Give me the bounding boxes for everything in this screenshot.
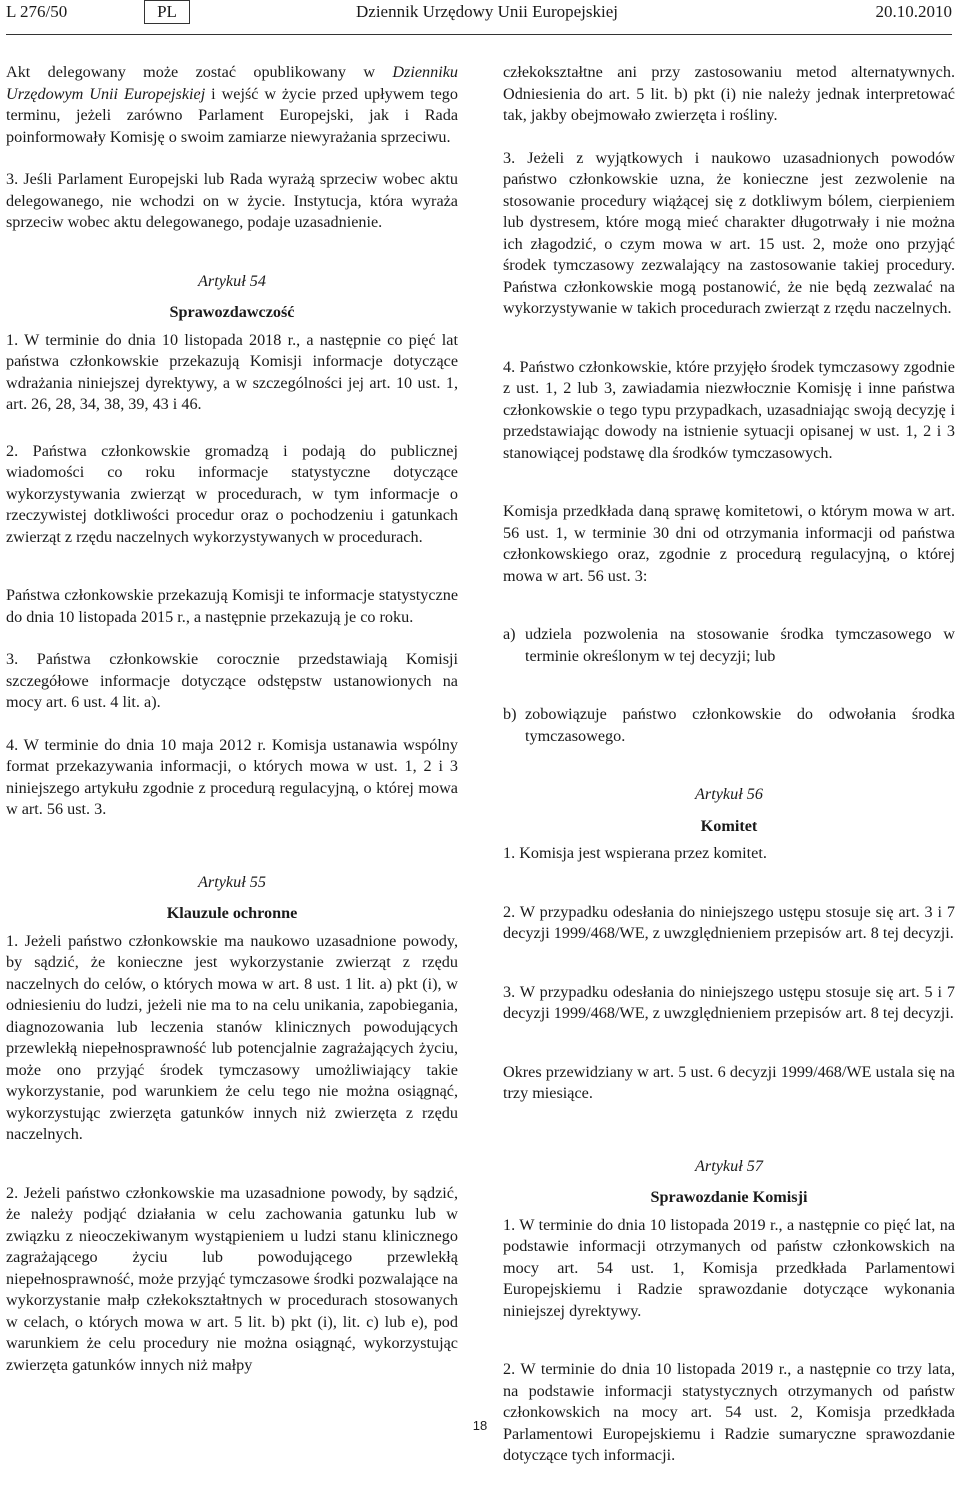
article-54-para-3: 3. Państwa członkowskie corocznie przedstawiają Komisji szczegółowe informacje dotyczące odstępstw ustanowionych na mocy art. 6 ust. 4 lit. a). — [6, 650, 458, 711]
article-55-para-2-cont: człekokształtne ani przy zastosowaniu metod alternatywnych. Odniesienia do art. 5 lit. b) pkt (i) nie należy jednak interpretować tak, jakby obejmowało zwierzęta i rośliny. — [503, 63, 955, 124]
article-54-title: Sprawozdawczość — [169, 303, 295, 321]
article-54-number: Artykuł 54 — [198, 271, 266, 290]
list-item-b: b) zobowiązuje państwo członkowskie do odwołania środka tymczasowego. — [503, 705, 955, 745]
article-56-para-4: Okres przewidziany w art. 5 ust. 6 decyzji 1999/468/WE ustala się na trzy miesiące. — [503, 1062, 955, 1102]
article-57-para-1: 1. W terminie do dnia 10 listopada 2019 r., a następnie co pięć lat, na podstawie informacji otrzymanych od państw członkowskich na mocy art. 54 ust. 1, Komisja przedkłada Parlamentowi Europejskiemu i Radzie sprawozdanie dotyczące wykonania niniejszej dyrektywy. — [503, 1215, 955, 1320]
article-56-para-3: 3. W przypadku odesłania do niniejszego ustępu stosuje się art. 5 i 7 decyzji 1999/468/WE, z uwzględnieniem przepisów art. 8 tej decyzji. — [503, 982, 955, 1022]
article-55-para-3: 3. Jeżeli z wyjątkowych i naukowo uzasadnionych powodów państwo członkowskie uzna, że konieczne jest zezwolenie na stosowanie procedury wiążącej się z dotkliwym bólem, cierpieniem lub dystresem, które mogą mieć charakter długotrwały i nie można ich złagodzić, o czym mowa w art. 15 ust. 2, może ono przyjąć środek tymczasowy zezwalający na zastosowanie takiej procedury. Państwa członkowskie mogą postanowić, że nie będą zezwalać na wykorzystywanie w takich procedurach zwierząt z rzędu naczelnych. — [503, 148, 955, 317]
left-column — [6, 62, 458, 1397]
article-57-title: Sprawozdanie Komisji — [650, 1188, 808, 1206]
article-55-para-4: 4. Państwo członkowskie, które przyjęło środek tymczasowy zgodnie z ust. 1, 2 lub 3, zawiadamia niezwłocznie Komisję i inne państwa członkowskie o tego typu przypadkach, uzasadniając swoją decyzję i przedstawiając dowody na istnienie sytuacji opisanej w ust. 1, 2 i 3 stanowiącej podstawę dla środków tymczasowych. — [503, 357, 955, 462]
language-badge: PL — [144, 0, 190, 24]
article-54-para-4: 4. W terminie do dnia 10 maja 2012 r. Komisja ustanawia wspólny format przekazywania informacji, o których mowa w ust. 1, 2 i 3 niniejszego artykułu zgodnie z procedurą regulacyjną, o której mowa w art. 56 ust. 3. — [6, 735, 458, 818]
article-55-para-2: 2. Jeżeli państwo członkowskie ma uzasadnione powody, by sądzić, że należy podjąć działania w celu zachowania gatunku lub w związku z nieoczekiwanym wystąpieniem u ludzi stanu klinicznego zagrażającego życiu lub powodującego przewlekłą niepełnosprawność, może przyjąć tymczasowe środki pozwalające na wykorzystanie małp człekokształtnych w procedurach stosowanych w celach, o których mowa w art. 5 lit. b) pkt (i), lit. c) lub e), pod warunkiem że celu procedury nie można osiągnąć, wykorzystując zwierzęta gatunków innych niż małpy — [6, 1183, 458, 1374]
paragraph-delegated-act: Akt delegowany może zostać opublikowany w Dzienniku Urzędowym Unii Europejskiej i wejść w życie przed upływem tego terminu, jeżeli zarówno Parlament Europejski, jak i Rada poinformowały Komisję o swoim zamiarze niewyrażania sprzeciwu. — [6, 63, 458, 146]
article-54-para-1: 1. W terminie do dnia 10 listopada 2018 r., a następnie co pięć lat państwa członkowskie przekazują Komisji informacje dotyczące wdrażania niniejszej dyrektywy, a w szczególności jej art. 10 ust. 1, art. 26, 28, 34, 38, 39, 43 i 46. — [6, 330, 458, 413]
article-55-number: Artykuł 55 — [198, 872, 266, 891]
article-56-number: Artykuł 56 — [695, 785, 763, 803]
article-56-para-2: 2. W przypadku odesłania do niniejszego ustępu stosuje się art. 3 i 7 decyzji 1999/468/WE, z uwzględnieniem przepisów art. 8 tej decyzji. — [503, 902, 955, 942]
page-header — [6, 0, 952, 35]
article-54-para-2: 2. Państwa członkowskie gromadzą i podają do publicznej wiadomości co roku informacje statystyczne dotyczące wykorzystywania zwierząt w procedurach, w tym informacje o rzeczywistej dotkliwości procedur oraz o pochodzeniu i gatunkach zwierząt z rzędu naczelnych wykorzystywanych w procedurach. — [6, 441, 458, 546]
article-56-para-1: 1. Komisja jest wspierana przez komitet. — [503, 844, 767, 862]
article-57-para-2: 2. W terminie do dnia 10 listopada 2019 r., a następnie co trzy lata, na podstawie informacji statystycznych otrzymanych od państw członkowskich na mocy art. 54 ust. 2, Komisja przedkłada Parlamentowi Europejskiemu i Radzie sumaryczne sprawozdanie dotyczące tych informacji. — [503, 1360, 955, 1464]
article-55-title: Klauzule ochronne — [166, 904, 298, 922]
list-item-a: a) udziela pozwolenia na stosowanie środka tymczasowego w terminie określonym w tej decyzji; lub — [503, 625, 955, 665]
page-reference: L 276/50 — [6, 2, 68, 21]
article-57-number: Artykuł 57 — [695, 1156, 763, 1175]
article-55-para-1: 1. Jeżeli państwo członkowskie ma naukowo uzasadnione powody, by sądzić, że konieczne jest wykorzystanie zwierząt z rzędu naczelnych do celów, o których mowa w art. 8 ust. 1 lit. a) pkt (i), w odniesieniu do ludzi, jeżeli nie ma to na celu unikania, zapobiegania, diagnozowania lub leczenia stanów klinicznych powodujących przewlekłą niepełnosprawność lub potencjalnie zagrażających życiu, może ono przyjąć środek tymczasowy umożliwiający takie wykorzystanie, pod warunkiem że celu tego nie można osiągnąć, wykorzystując zwierzęta gatunków innych niż zwierzęta z rzędu naczelnych. — [6, 931, 458, 1143]
article-54-para-2b: Państwa członkowskie przekazują Komisji te informacje statystyczne do dnia 10 listopada 2015 r., a następnie przekazują je co roku. — [6, 586, 458, 626]
journal-title: Dziennik Urzędowy Unii Europejskiej — [356, 2, 619, 21]
paragraph-objection: 3. Jeśli Parlament Europejski lub Rada wyrażą sprzeciw wobec aktu delegowanego, nie wchodzi on w życie. Instytucja, która wyraża sprzeciw wobec aktu delegowanego, podaje uzasadnienie. — [6, 170, 458, 231]
right-column — [503, 62, 955, 1488]
article-56-title: Komitet — [700, 816, 758, 835]
page-number: 18 — [472, 1418, 488, 1433]
publication-date: 20.10.2010 — [875, 2, 952, 21]
article-55-para-5: Komisja przedkłada daną sprawę komitetowi, o którym mowa w art. 56 ust. 1, w terminie 30 dni od otrzymania informacji od państwa członkowskiego oraz, zgodnie z procedurą regulacyjną, o której mowa w art. 56 ust. 3: — [503, 502, 955, 585]
